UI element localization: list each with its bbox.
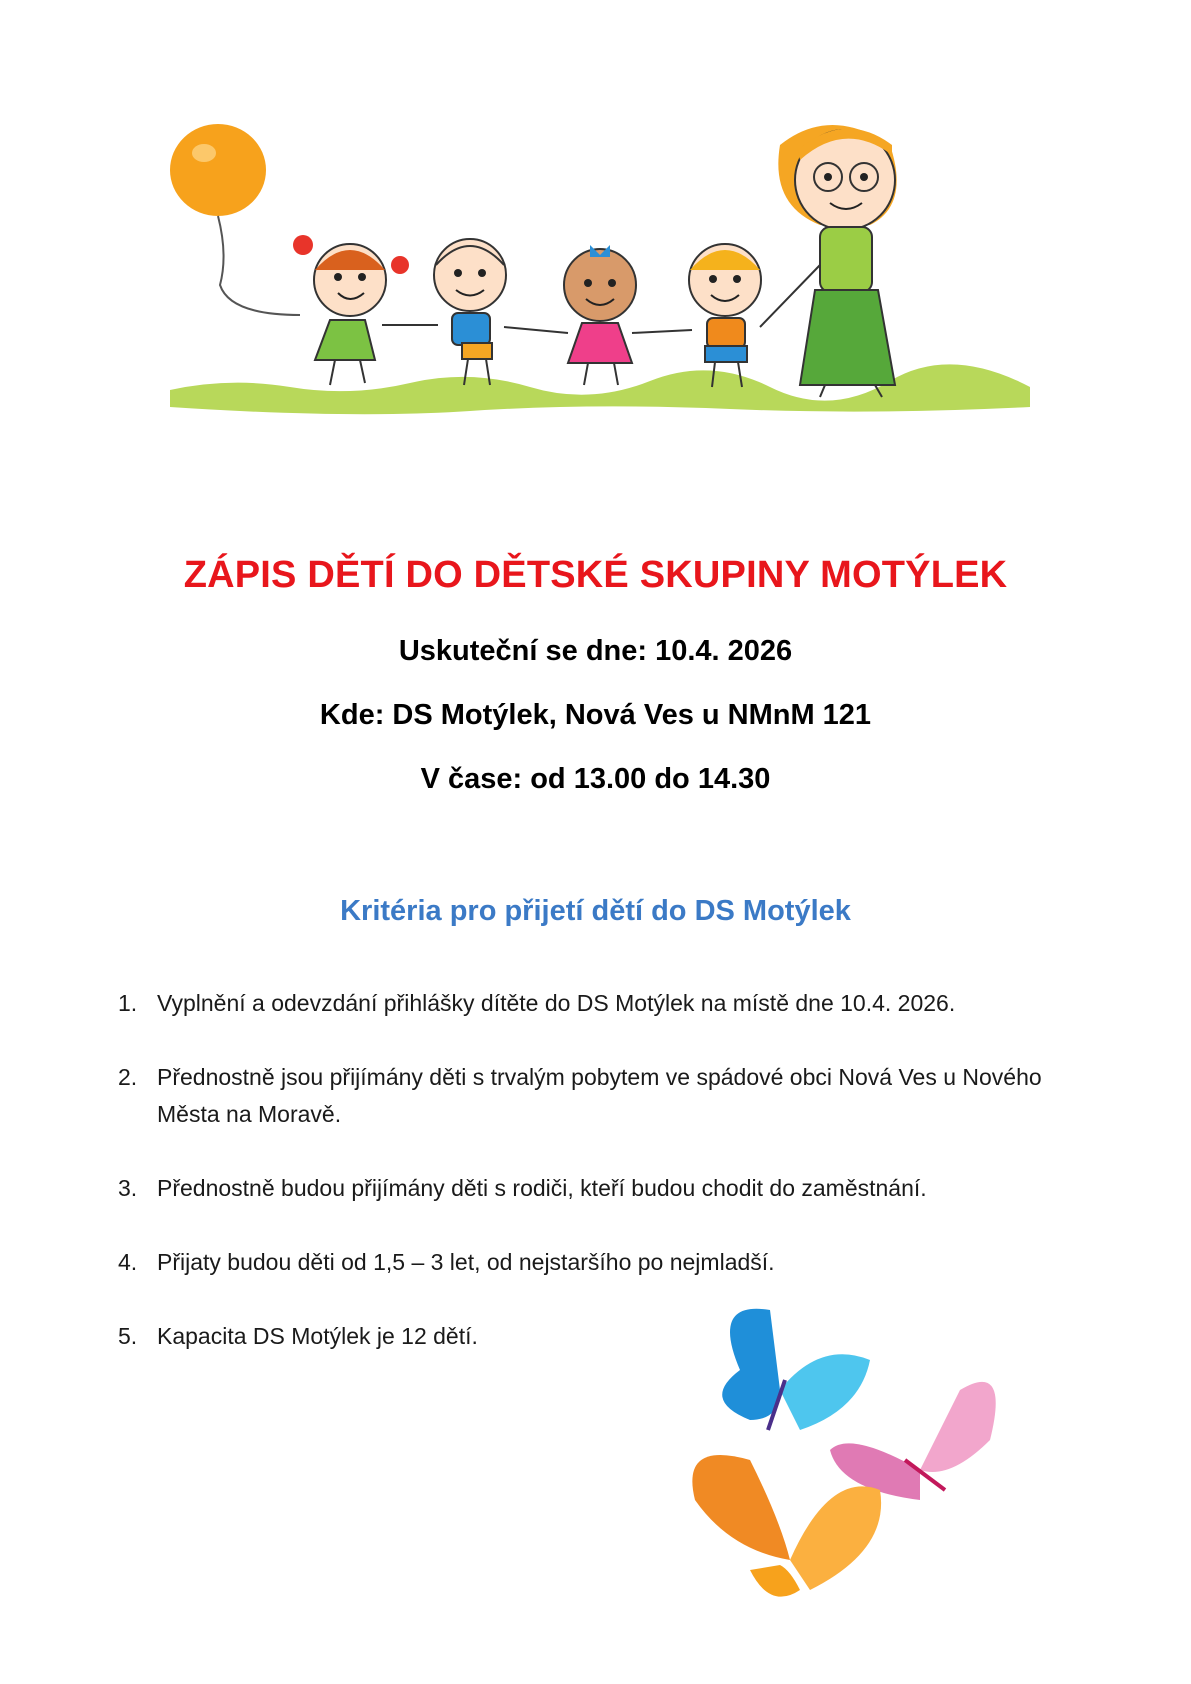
butterflies-illustration [690,1300,1070,1640]
criteria-number: 5. [118,1323,138,1349]
criteria-text: Přednostně budou přijímány děti s rodiči, kteří budou chodit do zaměstnání. [157,1175,927,1201]
time-line: V čase: od 13.00 do 14.30 [420,763,771,795]
criteria-item [118,1059,1078,1133]
grass-strip [170,364,1030,414]
child-girl-green-icon [293,235,409,385]
teacher-icon [778,125,896,397]
document-title: ZÁPIS DĚTÍ DO DĚTSKÉ SKUPINY MOTÝLEK [183,554,1008,596]
criteria-text: Vyplnění a odevzdání přihlášky dítěte do DS Motýlek na místě dne 10.4. 2026. [157,990,956,1016]
criteria-item [118,1244,1078,1281]
child-boy-orange-icon [689,244,761,387]
balloon-icon [170,124,300,315]
criteria-number: 1. [118,990,138,1016]
criteria-number: 2. [118,1064,138,1090]
criteria-text: Přijaty budou děti od 1,5 – 3 let, od nejstaršího po nejmladší. [157,1249,775,1275]
criteria-item [118,1170,1078,1207]
children-teacher-illustration [170,115,1030,455]
butterfly-pink-icon [830,1382,996,1500]
criteria-heading: Kritéria pro přijetí dětí do DS Motýlek [340,895,851,927]
butterfly-blue-icon [722,1309,870,1430]
place-line: Kde: DS Motýlek, Nová Ves u NMnM 121 [319,699,872,731]
criteria-item [118,985,1078,1022]
criteria-text: Kapacita DS Motýlek je 12 dětí. [157,1323,478,1349]
child-boy-blue-icon [434,239,506,385]
child-girl-pink-icon [564,245,636,385]
criteria-text: Přednostně jsou přijímány děti s trvalým pobytem ve spádové obci Nová Ves u Nového Města na Moravě. [157,1064,1042,1127]
date-line: Uskuteční se dne: 10.4. 2026 [398,635,793,667]
criteria-number: 3. [118,1175,138,1201]
criteria-number: 4. [118,1249,138,1275]
